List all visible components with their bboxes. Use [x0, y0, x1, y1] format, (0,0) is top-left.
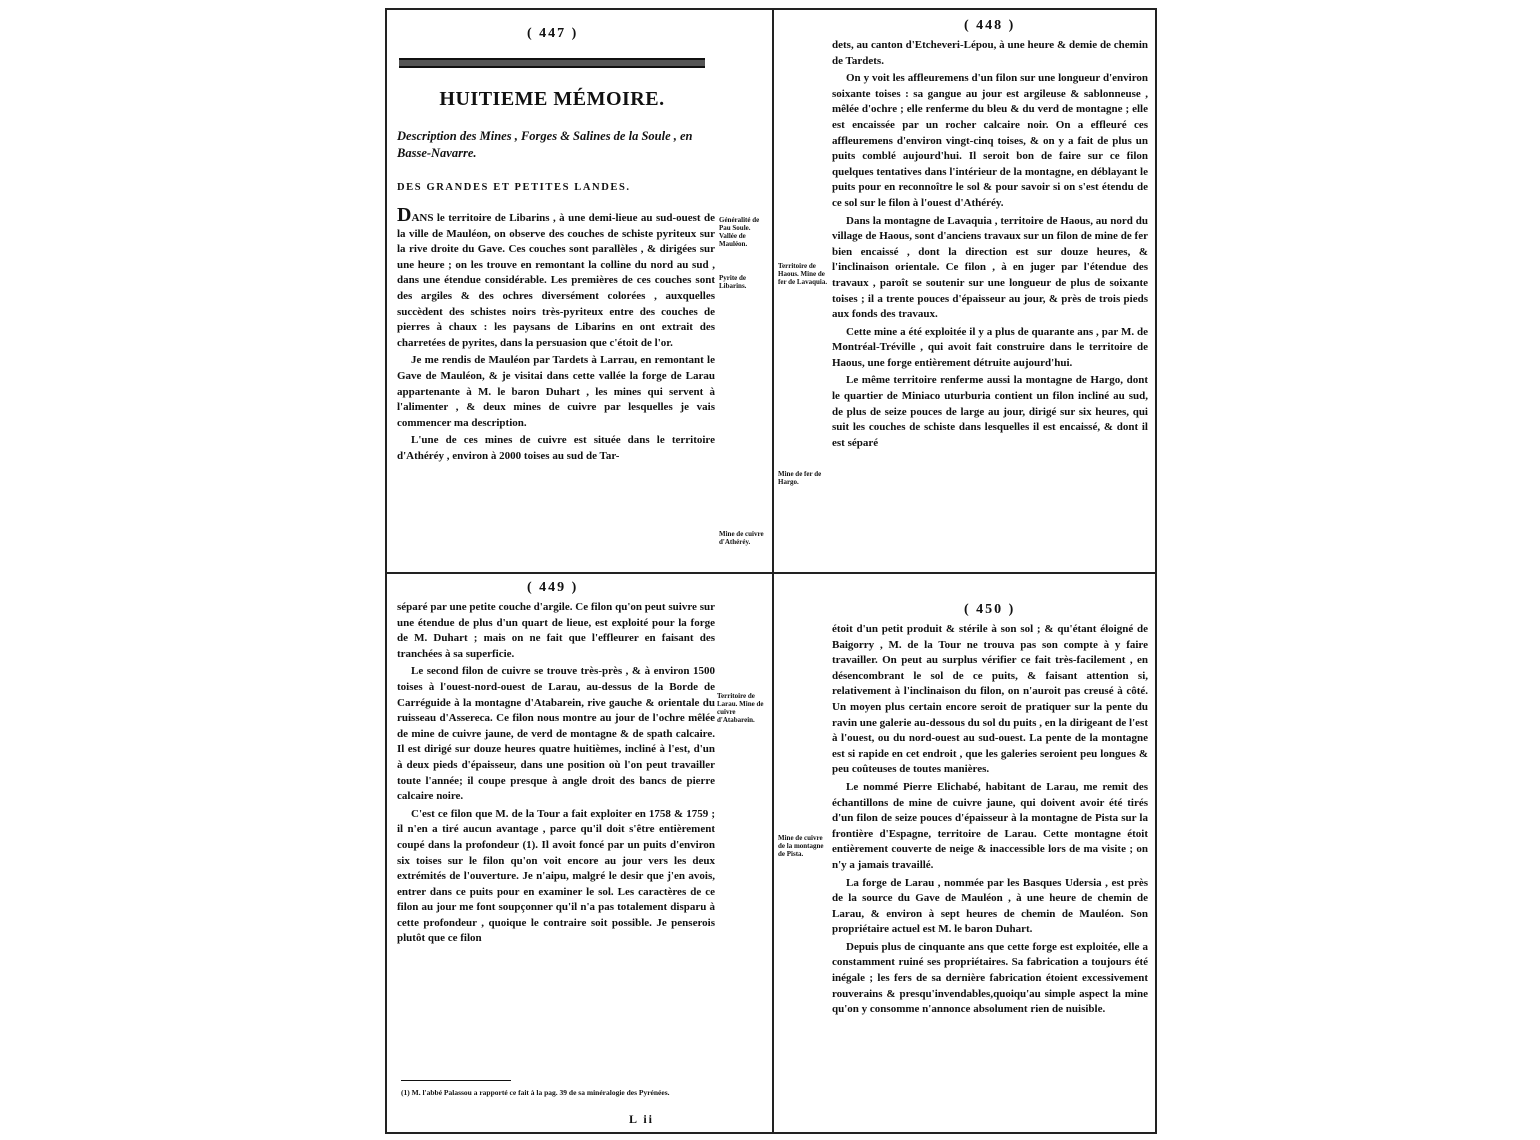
margin-note: Mine de fer de Hargo.	[778, 470, 822, 486]
page-number: ( 447 )	[527, 26, 579, 41]
paragraph: Depuis plus de cinquante ans que cette forge est exploitée, elle a constamment ruiné ses propriétaires. Sa fabrication a toujours été inégale ; les fers de sa dernière fabrication étoient excessivement rouverains & presqu'invendables,quoiqu'au simple aspect la mine qu'on y consomme n'annonce absolument rien de nuisible.	[832, 940, 1148, 1016]
margin-note: Territoire de Larau. Mine de cuivre d'Atabarein.	[717, 692, 764, 724]
paragraph: Cette mine a été exploitée il y a plus de quarante ans , par M. de Montréal-Tréville , qui avoit fait construire dans le territoire de Haous, une forge entièrement détruite aujourd'hui.	[832, 325, 1148, 369]
paragraph: Le même territoire renferme aussi la montagne de Hargo, dont le quartier de Miniaco uturburia contient un filon incliné au sud, de plus de seize pouces de large au jour, dirigé sur six heures, qui suit les couches de schiste dans lesquelles il est encaissé, & dont il est séparé	[832, 374, 1148, 449]
margin-note: Pyrite de Libarins.	[719, 274, 747, 290]
paragraph: Le nommé Pierre Elichabé, habitant de Larau, me remit des échantillons de mine de cuivre jaune, qui doivent avoir été tirés d'un filon de seize pouces d'épaisseur à la montagne de Pista sur la frontière d'Espagne, territoire de Larau. Cette montagne étoit entièrement couverte de neige & inaccessible lors de ma visite ; on n'y a jamais travaillé.	[832, 780, 1148, 871]
margin-note: Mine de cuivre d'Athéréy.	[719, 530, 764, 546]
page-450	[774, 574, 1157, 1132]
page-number: ( 448 )	[964, 18, 1016, 33]
section-heading: DES GRANDES ET PETITES LANDES.	[397, 182, 631, 193]
page-number: ( 449 )	[527, 580, 579, 595]
drop-cap: D	[397, 204, 412, 226]
body-text	[397, 204, 715, 467]
page-subtitle: Description des Mines , Forges & Salines de la Soule , en Basse-Navarre.	[397, 129, 693, 160]
body-text	[832, 622, 1148, 1020]
margin-note: Mine de cuivre de la montagne de Pista.	[778, 834, 824, 858]
paragraph: dets, au canton d'Etcheveri-Lépou, à une heure & demie de chemin de Tardets.	[832, 39, 1148, 67]
scanned-sheet	[385, 8, 1157, 1134]
paragraph: La forge de Larau , nommée par les Basques Udersia , est près de la source du Gave de Mauléon , à une heure de chemin de Larau, & environ à sept heures de chemin de Mauléon. Son propriétaire actuel est M. le baron Duhart.	[832, 876, 1148, 936]
paragraph: Dans la montagne de Lavaquia , territoire de Haous, au nord du village de Haous, sont d'anciens travaux sur un filon de mine de fer bien encaissé , dont la direction est sur douze heures, & l'inclinaison orientale. Ce filon , à en juger par l'étendue des travaux , paroît se soutenir sur une longueur de plus de soixante toises ; il a trente pouces d'épaisseur au jour, & près de trois pieds aux fonds des travaux.	[832, 214, 1148, 321]
paragraph: Je me rendis de Mauléon par Tardets à Larrau, en remontant le Gave de Mauléon, & je visitai dans cette vallée la forge de Larau appartenante à M. le baron Duhart , les mines qui servent à l'alimenter , & deux mines de cuivre par lesquelles je vais commencer ma description.	[397, 354, 715, 429]
paragraph: C'est ce filon que M. de la Tour a fait exploiter en 1758 & 1759 ; il n'en a tiré aucun avantage , parce qu'il doit s'être entièrement coupé dans la profondeur (1). Il avoit foncé par un puits d'environ six toises sur le filon qu'on voit encore au jour vers les deux extrémités de l'ouverture. Je n'aipu, malgré le desir que j'en avois, entrer dans ce puits pour en examiner le sol. Les caractères de ce filon au jour me font soupçonner qu'il n'a pas totalement disparu à cette profondeur , quoique le contraire soit possible. Je penserois plutôt que ce filon	[397, 807, 715, 945]
footnote-rule	[401, 1080, 511, 1081]
margin-note: Généralité de Pau Soule. Vallée de Mauléon.	[719, 216, 760, 248]
paragraph: DANS le territoire de Libarins , à une demi-lieue au sud-ouest de la ville de Mauléon, on observe des couches de schiste pyriteux sur la rive droite du Gave. Ces couches sont parallèles , & dirigées sur une heure ; on les trouve en remontant la colline du nord au sud , dans une étendue considérable. Les premières de ces couches sont des argiles & des ochres diversément colorées , auxquelles succèdent des schistes noirs très-pyriteux entre des couches de pierres à chaux : les paysans de Libarins en ont extrait des charretées de pyrites, dans la persuasion que c'étoit de l'or.	[397, 204, 715, 349]
paragraph: séparé par une petite couche d'argile. Ce filon qu'on peut suivre sur une étendue de plus d'un quart de lieue, est exploité pour la forge de M. Duhart ; mais on ne fait que l'effleurer en faisant des tranchées à sa superficie.	[397, 601, 715, 660]
paragraph: étoit d'un petit produit & stérile à son sol ; & qu'étant éloigné de Baigorry , M. de la Tour ne trouva pas son compte à y faire travailler. On peut au surplus vérifier ce fait très-facilement , en désencombrant le sol de ce puits, & faisant attention si, relativement à l'inclinaison du filon, on n'auroit pas creusé à côté. Un moyen plus certain encore seroit de pratiquer sur la pente du ravin une galerie au-dessous du sol du puits , en la dirigeant de l'est à l'ouest, ou du nord-ouest au sud-ouest. La pente de la montagne est si rapide en cet endroit , que les galeries seroient peu longues & peu coûteuses de toutes manières.	[832, 623, 1148, 776]
page-449	[387, 574, 772, 1132]
page-title: HUITIEME MÉMOIRE.	[439, 88, 665, 110]
header-rule	[399, 58, 705, 68]
body-text	[832, 38, 1148, 453]
signature-mark: L ii	[629, 1112, 655, 1126]
page-447	[387, 10, 772, 572]
page-448	[774, 10, 1157, 572]
body-text	[397, 600, 715, 949]
page-number: ( 450 )	[964, 602, 1016, 617]
paragraph: On y voit les affleuremens d'un filon sur une longueur d'environ soixante toises : sa gangue au jour est argileuse & sablonneuse , mêlée d'ochre ; elle renferme du bleu & du verd de montagne ; elle est encaissée par un rocher calcaire noir. On a effleuré ces affleuremens d'environ vingt-cinq toises, & on y a fait de plus un puits comblé aujourd'hui. Il seroit bon de faire sur ce filon quelques tentatives dans l'intérieur de la montagne, en déblayant le puits pour en reconnoître le sol & pour savoir si on s'est étendu de ce sol sur le filon à l'ouest d'Athéréy.	[832, 72, 1148, 209]
paragraph: L'une de ces mines de cuivre est située dans le territoire d'Athéréy , environ à 2000 toises au sud de Tar-	[397, 434, 715, 462]
paragraph: Le second filon de cuivre se trouve très-près , & à environ 1500 toises à l'ouest-nord-ouest de Larau, au-dessus de la Borde de Carréguide à la montagne d'Atabarein, rive gauche & orientale du ruisseau d'Assereca. Ce filon nous montre au jour de l'ochre mêlée de mine de cuivre jaune, de verd de montagne & de spath calcaire. Il est dirigé sur douze heures quatre huitièmes, incliné à l'est, d'un à deux pieds d'épaisseur, dans une position où l'on peut travailler toute l'année; il coupe presque à angle droit des bancs de pierre calcaire noire.	[397, 665, 715, 803]
footnote: (1) M. l'abbé Palassou a rapporté ce fait à la pag. 39 de sa minéralogie des Pyrénées.	[401, 1088, 670, 1097]
margin-note: Territoire de Haous. Mine de fer de Lavaquia.	[778, 262, 828, 286]
